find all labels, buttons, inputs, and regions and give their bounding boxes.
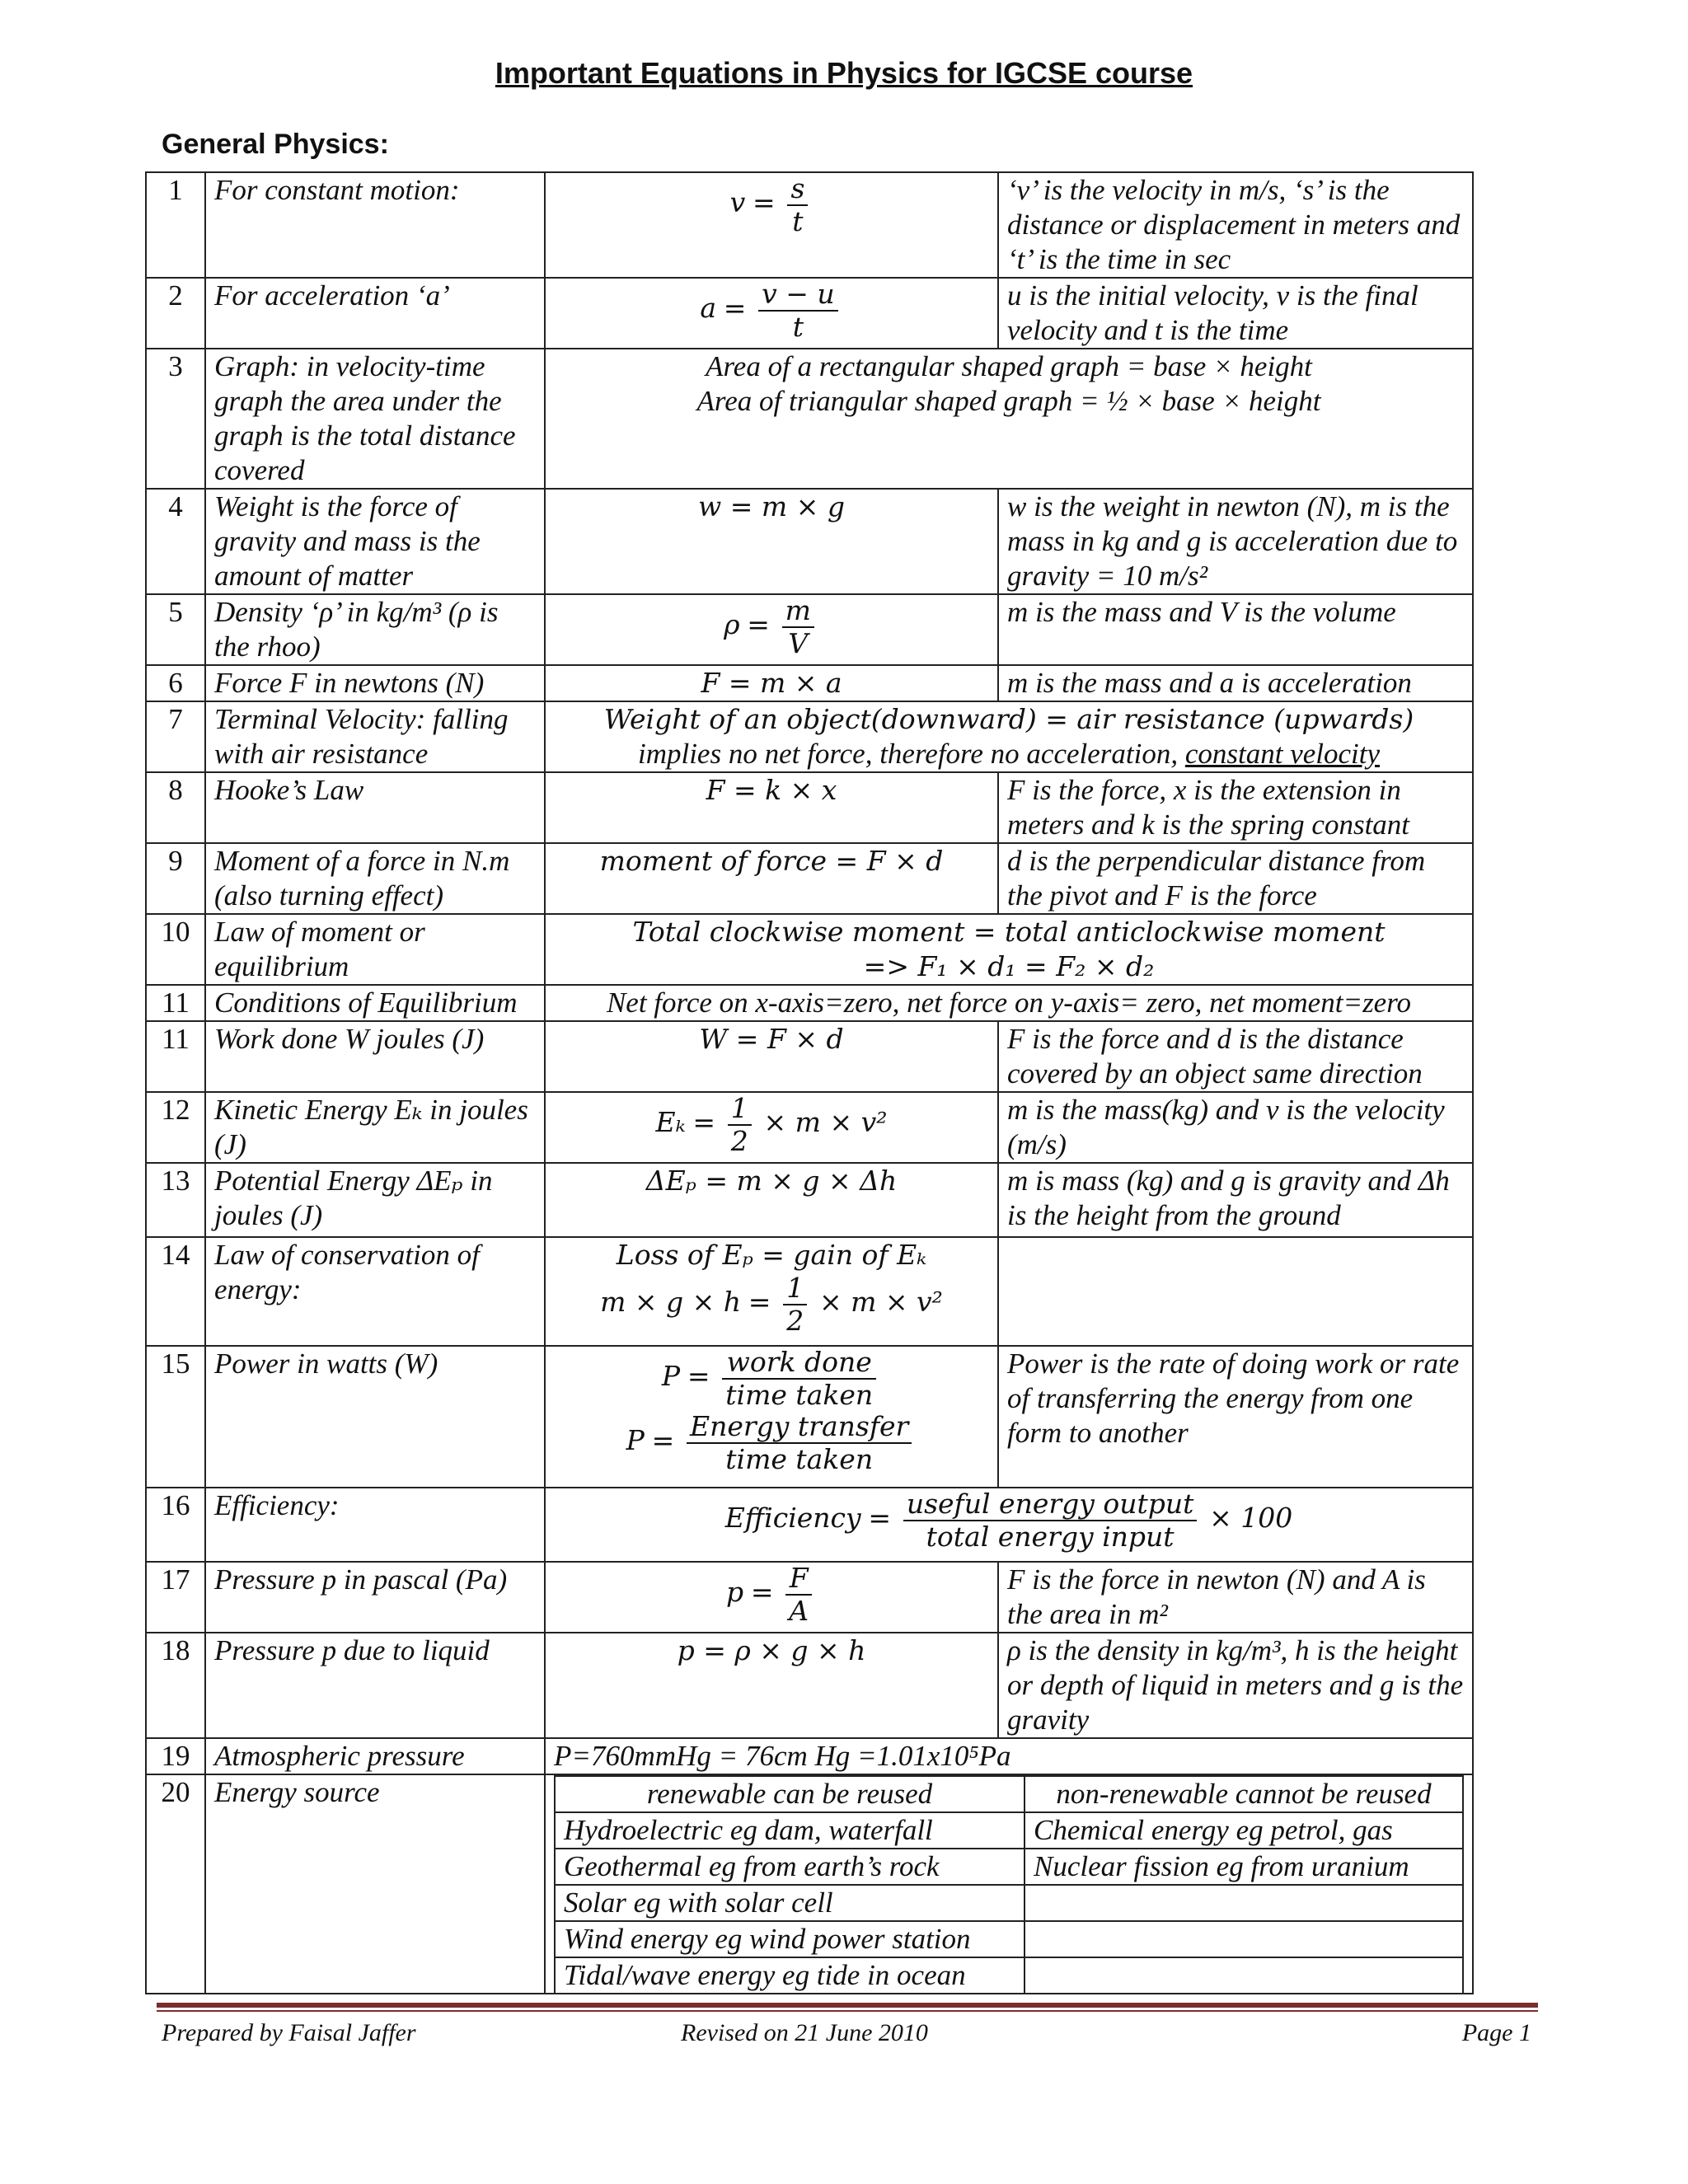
frac-numerator: s	[787, 173, 808, 206]
row-note	[998, 1237, 1473, 1346]
row-description: Force F in newtons (N)	[205, 665, 545, 701]
row-description: For acceleration ‘a’	[205, 278, 545, 349]
row-number: 15	[146, 1346, 205, 1488]
row-description: Law of conservation of energy:	[205, 1237, 545, 1346]
row-formula	[545, 843, 998, 914]
row-description: Density ‘ρ’ in kg/m³ (ρ is the rhoo)	[205, 594, 545, 665]
formula-lhs: Efficiency	[724, 1502, 861, 1535]
nonrenewable-item	[1025, 1885, 1463, 1921]
row-note: F is the force, x is the extension in meters and k is the spring constant	[998, 772, 1473, 843]
row-description: Pressure p due to liquid	[205, 1633, 545, 1738]
row-note: ρ is the density in kg/m³, h is the height or depth of liquid in meters and g is the gravity	[998, 1633, 1473, 1738]
row-note: F is the force in newton (N) and A is the area in m²	[998, 1562, 1473, 1633]
row-description: Law of moment or equilibrium	[205, 914, 545, 985]
row-formula	[545, 349, 1473, 489]
formula-lhs: v	[729, 186, 746, 219]
formula-line: => F₁ × d₁ = F₂ × d₂	[863, 950, 1155, 982]
row-number: 20	[146, 1774, 205, 1994]
row-formula: P = $\frac{\text{work done}}{\text{time taken}}$ P = $\frac{\text{Energy transfer}}{\text{time taken}}$	[545, 1346, 998, 1488]
formula-lhs: ρ	[724, 608, 740, 641]
row-number: 13	[146, 1163, 205, 1237]
formula-lhs: P	[626, 1424, 645, 1457]
table-row	[146, 1738, 1473, 1774]
footer-page-number: Page 1	[1461, 2019, 1531, 2046]
row-formula: Efficiency = $\frac{\text{useful energy output}}{\text{total energy input}}$ × 100	[545, 1488, 1473, 1562]
formula-text: p = ρ × g × h	[677, 1634, 866, 1666]
row-formula	[545, 665, 998, 701]
row-number: 7	[146, 701, 205, 772]
formula-text: moment of force = F × d	[599, 845, 944, 877]
frac-numerator: v − u	[758, 279, 838, 312]
formula-emphasis: constant velocity	[1184, 738, 1381, 770]
row-description: Atmospheric pressure	[205, 1738, 545, 1774]
row-description: For constant motion:	[205, 172, 545, 278]
footer-author: Prepared by Faisal Jaffer	[162, 2019, 416, 2046]
frac-numerator: Energy transfer	[687, 1411, 912, 1444]
row-note: m is the mass and a is acceleration	[998, 665, 1473, 701]
renewable-item: Tidal/wave energy eg tide in ocean	[555, 1957, 1025, 1993]
table-row	[146, 1562, 1473, 1633]
table-row	[146, 489, 1473, 594]
table-row	[146, 1021, 1473, 1092]
row-number: 2	[146, 278, 205, 349]
row-note: u is the initial velocity, v is the final velocity and t is the time	[998, 278, 1473, 349]
table-row	[146, 1633, 1473, 1738]
nonrenewable-item	[1025, 1957, 1463, 1993]
row-description: Kinetic Energy Eₖ in joules (J)	[205, 1092, 545, 1163]
equations-table	[145, 171, 1474, 1994]
formula-line: Total clockwise moment = total anticlockwise moment	[632, 916, 1386, 948]
table-row	[146, 914, 1473, 985]
row-formula: Eₖ = $\frac{1}{2}$ × m × v²	[545, 1092, 998, 1163]
row-number: 17	[146, 1562, 205, 1633]
table-row	[146, 172, 1473, 278]
row-description: Work done W joules (J)	[205, 1021, 545, 1092]
row-number: 9	[146, 843, 205, 914]
table-row	[146, 349, 1473, 489]
row-formula	[545, 1163, 998, 1237]
row-formula	[545, 489, 998, 594]
row-formula: ρ = $\frac{m}{V}$	[545, 594, 998, 665]
frac-denominator: 2	[730, 1125, 748, 1157]
row-number: 10	[146, 914, 205, 985]
row-number: 5	[146, 594, 205, 665]
table-row	[146, 843, 1473, 914]
row-description: Terminal Velocity: falling with air resistance	[205, 701, 545, 772]
footer-divider	[157, 2003, 1538, 2008]
row-formula	[545, 1021, 998, 1092]
formula-rhs: × m × v²	[818, 1286, 943, 1319]
section-heading: General Physics:	[162, 129, 389, 160]
renewable-item: Geothermal eg from earth’s rock	[555, 1849, 1025, 1885]
table-row	[146, 665, 1473, 701]
formula-line: P=760mmHg = 76cm Hg =1.01x10⁵Pa	[554, 1740, 1011, 1772]
row-description: Energy source	[205, 1774, 545, 1994]
row-description: Graph: in velocity-time graph the area under the graph is the total distance covered	[205, 349, 545, 489]
row-number: 1	[146, 172, 205, 278]
frac-denominator: t	[792, 311, 804, 343]
row-formula: p = $\frac{F}{A}$	[545, 1562, 998, 1633]
row-description: Conditions of Equilibrium	[205, 985, 545, 1021]
formula-lhs: a	[700, 292, 716, 325]
formula-text: w = m × g	[698, 490, 845, 523]
formula-text: ΔEₚ = m × g × Δh	[645, 1165, 898, 1197]
row-description: Hooke’s Law	[205, 772, 545, 843]
table-row	[146, 701, 1473, 772]
table-row	[146, 278, 1473, 349]
row-note: ‘v’ is the velocity in m/s, ‘s’ is the distance or displacement in meters and ‘t’ is the time in sec	[998, 172, 1473, 278]
frac-numerator: m	[782, 595, 814, 628]
frac-numerator: useful energy output	[903, 1488, 1198, 1521]
row-formula	[545, 985, 1473, 1021]
formula-lhs: m × g × h	[600, 1286, 742, 1319]
row-note: m is the mass and V is the volume	[998, 594, 1473, 665]
row-number: 11	[146, 1021, 205, 1092]
frac-denominator: 2	[786, 1305, 804, 1337]
renewable-item: Hydroelectric eg dam, waterfall	[555, 1812, 1025, 1849]
frac-denominator: V	[788, 627, 809, 659]
frac-denominator: t	[792, 205, 804, 237]
row-note: d is the perpendicular distance from the pivot and F is the force	[998, 843, 1473, 914]
footer-divider-thin	[157, 2010, 1538, 2012]
row-formula	[545, 772, 998, 843]
formula-line: implies no net force, therefore no acceleration,	[637, 738, 1185, 770]
row-formula	[545, 1633, 998, 1738]
frac-denominator: time taken	[725, 1379, 874, 1411]
frac-numerator: F	[785, 1563, 812, 1596]
formula-lhs: Eₖ	[655, 1106, 686, 1139]
formula-rhs: × m × v²	[763, 1106, 888, 1139]
row-note: w is the weight in newton (N), m is the mass in kg and g is acceleration due to gravity = 10 m/s²	[998, 489, 1473, 594]
row-description: Moment of a force in N.m (also turning effect)	[205, 843, 545, 914]
row-description: Pressure p in pascal (Pa)	[205, 1562, 545, 1633]
nonrenewable-item: Nuclear fission eg from uranium	[1025, 1849, 1463, 1885]
row-number: 6	[146, 665, 205, 701]
row-formula: Loss of Eₚ = gain of Eₖ m × g × h = $\frac{1}{2}$ × m × v²	[545, 1237, 998, 1346]
row-formula: a = $\frac{v - u}{t}$	[545, 278, 998, 349]
formula-line: Area of triangular shaped graph = ½ × base × height	[696, 385, 1321, 417]
table-row	[146, 1488, 1473, 1562]
row-note: Power is the rate of doing work or rate of transferring the energy from one form to another	[998, 1346, 1473, 1488]
row-number: 12	[146, 1092, 205, 1163]
table-row	[146, 1346, 1473, 1488]
row-number: 14	[146, 1237, 205, 1346]
row-formula	[545, 1738, 1473, 1774]
formula-text: W = F × d	[699, 1023, 844, 1055]
formula-line: Weight of an object(downward) = air resistance (upwards)	[603, 703, 1414, 735]
row-note: F is the force and d is the distance covered by an object same direction	[998, 1021, 1473, 1092]
table-row	[146, 594, 1473, 665]
formula-line: Loss of Eₚ = gain of Eₖ	[616, 1239, 927, 1271]
table-row	[146, 1237, 1473, 1346]
frac-denominator: A	[789, 1595, 809, 1627]
energy-source-grid	[545, 1774, 1473, 1994]
formula-rhs: × 100	[1209, 1502, 1293, 1535]
formula-text: F = k × x	[706, 774, 837, 806]
row-number: 18	[146, 1633, 205, 1738]
renewable-item: Wind energy eg wind power station	[555, 1921, 1025, 1957]
formula-lhs: P	[661, 1360, 681, 1393]
row-description: Weight is the force of gravity and mass is the amount of matter	[205, 489, 545, 594]
row-number: 16	[146, 1488, 205, 1562]
row-note: m is the mass(kg) and v is the velocity (m/s)	[998, 1092, 1473, 1163]
page-title: Important Equations in Physics for IGCSE course	[495, 56, 1193, 90]
row-number: 4	[146, 489, 205, 594]
formula-text: F = m × a	[701, 667, 842, 699]
table-row	[146, 772, 1473, 843]
table-row	[146, 1774, 1473, 1994]
renewable-header: renewable can be reused	[555, 1776, 1025, 1812]
footer-revised: Revised on 21 June 2010	[681, 2019, 928, 2046]
row-formula	[545, 914, 1473, 985]
row-number: 3	[146, 349, 205, 489]
renewable-item: Solar eg with solar cell	[555, 1885, 1025, 1921]
row-number: 11	[146, 985, 205, 1021]
formula-line: Area of a rectangular shaped graph = base × height	[706, 350, 1312, 382]
frac-numerator: 1	[783, 1272, 807, 1305]
table-row	[146, 985, 1473, 1021]
row-formula: v = $\frac{s}{t}$	[545, 172, 998, 278]
table-row	[146, 1092, 1473, 1163]
frac-numerator: work done	[722, 1347, 876, 1380]
frac-denominator: time taken	[725, 1443, 874, 1475]
row-note: m is mass (kg) and g is gravity and Δh is the height from the ground	[998, 1163, 1473, 1237]
frac-numerator: 1	[728, 1093, 752, 1126]
table-row	[146, 1163, 1473, 1237]
row-description: Power in watts (W)	[205, 1346, 545, 1488]
nonrenewable-item: Chemical energy eg petrol, gas	[1025, 1812, 1463, 1849]
formula-line: Net force on x-axis=zero, net force on y-axis= zero, net moment=zero	[606, 987, 1412, 1019]
row-description: Potential Energy ΔEₚ in joules (J)	[205, 1163, 545, 1237]
nonrenewable-header: non-renewable cannot be reused	[1025, 1776, 1463, 1812]
row-formula	[545, 701, 1473, 772]
frac-denominator: total energy input	[926, 1521, 1175, 1553]
formula-lhs: p	[725, 1576, 744, 1609]
row-description: Efficiency:	[205, 1488, 545, 1562]
row-number: 8	[146, 772, 205, 843]
row-number: 19	[146, 1738, 205, 1774]
nonrenewable-item	[1025, 1921, 1463, 1957]
